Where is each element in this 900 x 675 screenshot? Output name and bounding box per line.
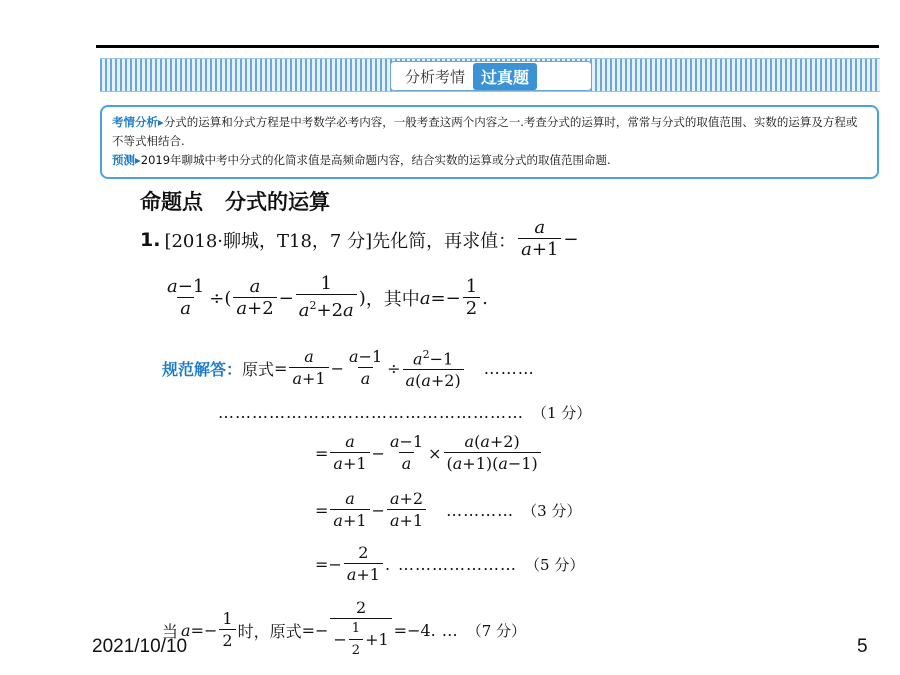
fraction: $\frac{a+2}{a+1}$	[387, 489, 426, 532]
section-heading	[140, 186, 330, 216]
banner-title: 分析考情	[405, 67, 466, 86]
prediction-label: 预测▸	[112, 153, 141, 167]
fraction: $\frac{a-1}{a}$	[389, 432, 424, 473]
score-5: （5 分）	[525, 556, 585, 574]
final-prefix: 当	[162, 621, 179, 641]
top-rule	[96, 45, 879, 48]
fraction: $\frac{a}{a+1}$	[330, 432, 369, 475]
fraction: $\frac{a-1}{a}$	[348, 347, 383, 389]
fraction: $\frac{a}{a+1}$	[289, 347, 328, 390]
solution-line-4: =− $\frac{2}{a+1}$ . ………………… （5 分）	[315, 543, 585, 584]
fraction: $\frac{a-1}{a}$	[167, 275, 205, 319]
solution-line-1: 规范解答： 原式 = $\frac{a}{a+1}$ − $\frac{a-1}{a}$ ÷ $\frac{a^2-1}{a(a+2)}$ ………	[162, 345, 535, 392]
question-line-2: $\frac{a-1}{a}$ ÷( $\frac{a}{a+2}$ − $\frac{1}{a^2+2a}$ ) ，其中 a =− $\frac{1}{2}$ .	[162, 274, 488, 322]
fraction: $\frac{2}{a+1}$	[344, 543, 383, 586]
score-7: （7 分）	[466, 621, 527, 640]
fraction: $\frac{1}{a^2+2a}$	[296, 274, 357, 322]
page-number: 5	[857, 636, 868, 657]
analysis-body: 分式的运算和分式方程是中考数学必考内容，一般考查这两个内容之一.考查分式的运算时，常常与分式的取值范围、实数的运算及方程或不等式相结合.	[112, 115, 858, 148]
solution-line-3: = $\frac{a}{a+1}$ − $\frac{a+2}{a+1}$ ………… （3 分）	[315, 489, 582, 530]
fraction: $\frac{a^2-1}{a(a+2)}$	[403, 345, 464, 392]
question-line-1: 1. [2018·聊城，T18，7 分]先化简，再求值： $\frac{a}{a+1}$ −	[140, 217, 579, 260]
fraction: $\frac{a}{a+1}$	[330, 489, 369, 532]
heading-part1: 命题点	[140, 190, 203, 214]
analysis-label: 考情分析▸	[112, 115, 164, 129]
fraction: $\frac{a(a+2)}{(a+1)(a-1)}$	[444, 432, 541, 475]
heading-part2: 分式的运算	[225, 190, 330, 214]
score-3: （3 分）	[522, 502, 582, 520]
fraction: 2 − $\frac{1}{2}$ +1	[330, 598, 391, 662]
solution-line-2: = $\frac{a}{a+1}$ − $\frac{a-1}{a}$ × $\frac{a(a+2)}{(a+1)(a-1)}$	[315, 432, 543, 475]
solution-label: 规范解答：	[162, 360, 243, 380]
solution-final-line: 当 a =− $\frac{1}{2}$ 时，原式 =− 2 − $\frac{1}{2}$ +1 = −4. … （7 分）	[162, 598, 526, 662]
question-source: [2018·聊城，T18，7 分]先化简，再求值：	[164, 230, 517, 252]
final-mid: 时，原式	[237, 621, 302, 641]
fraction: $\frac{1}{2}$	[219, 609, 235, 652]
where-text: ，其中	[365, 289, 420, 310]
question-number: 1.	[140, 228, 161, 251]
fraction: $\frac{a}{a+1}$	[518, 218, 561, 261]
analysis-text	[102, 107, 877, 176]
prediction-body: 2019年聊城中考中分式的化简求值是高频命题内容，结合实数的运算或分式的取值范围命题.	[140, 153, 611, 167]
fraction: $\frac{1}{2}$	[463, 277, 480, 320]
footer-date: 2021/10/10	[92, 636, 188, 657]
section-banner	[100, 58, 880, 92]
fraction: $\frac{a}{a+2}$	[233, 277, 276, 320]
original-label: 原式	[242, 360, 275, 380]
score-1: （1 分）	[532, 404, 592, 422]
banner-tag: 过真题	[473, 63, 537, 90]
solution-dots-1: ……………………………………………… （1 分）	[218, 403, 592, 422]
analysis-box	[100, 105, 879, 179]
banner-center	[390, 61, 592, 91]
final-result: −4.	[407, 620, 436, 640]
